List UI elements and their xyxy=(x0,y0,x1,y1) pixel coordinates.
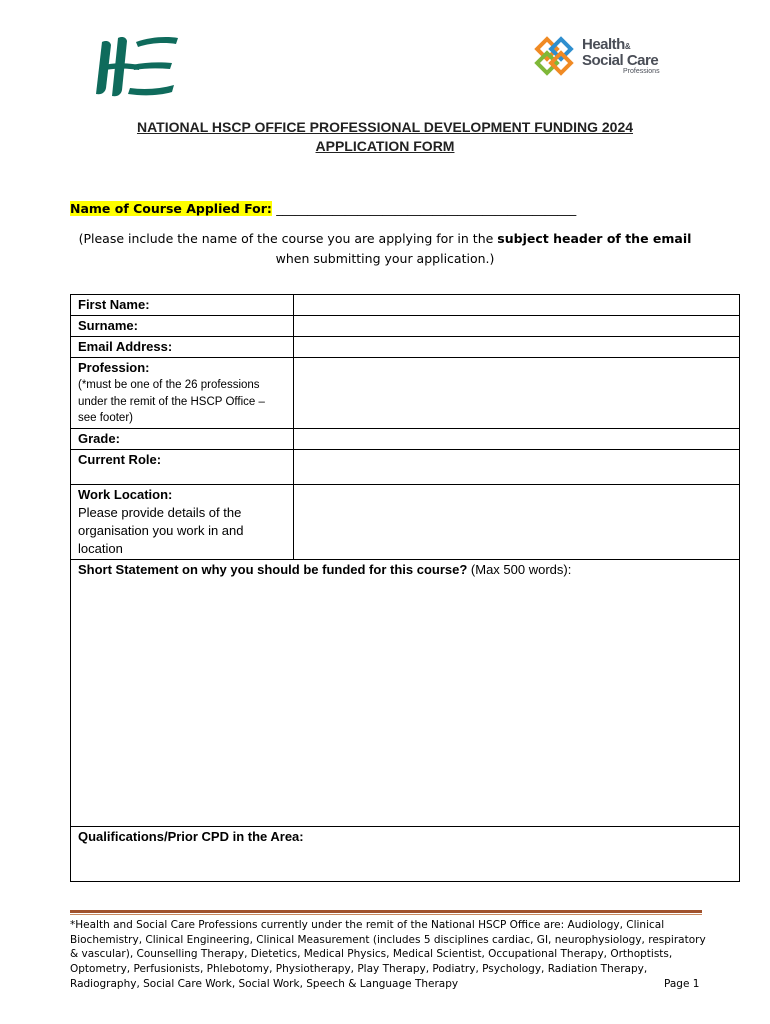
row-first-name xyxy=(71,295,740,316)
page-title: NATIONAL HSCP OFFICE PROFESSIONAL DEVELOPMENT FUNDING 2024 xyxy=(136,119,634,135)
surname-label: Surname: xyxy=(71,316,294,337)
row-profession xyxy=(71,358,740,429)
row-statement xyxy=(71,559,740,826)
surname-input[interactable] xyxy=(294,316,740,337)
footer-divider xyxy=(70,910,702,913)
hscp-logo-line2: Social Care xyxy=(582,52,659,69)
hscp-logo xyxy=(534,34,674,82)
profession-note: (*must be one of the 26 professions under the remit of the HSCP Office – see footer) xyxy=(78,379,265,424)
current-role-input[interactable] xyxy=(294,449,740,484)
statement-label: Short Statement on why you should be funded for this course? xyxy=(78,561,468,577)
work-location-input[interactable] xyxy=(294,484,740,559)
grade-label: Grade: xyxy=(71,428,294,449)
page-subtitle: APPLICATION FORM xyxy=(315,138,455,154)
row-surname xyxy=(71,316,740,337)
profession-label-cell xyxy=(71,358,294,429)
application-form-table xyxy=(70,294,740,882)
hscp-logo-line1: Health& xyxy=(582,36,631,53)
page-number: Page 1 xyxy=(664,978,700,990)
row-current-role xyxy=(71,449,740,484)
work-location-label-cell xyxy=(71,484,294,559)
row-grade xyxy=(71,428,740,449)
row-qualifications xyxy=(71,826,740,881)
work-location-note: Please provide details of the organisation you work in and location xyxy=(78,504,244,556)
hscp-logo-icon xyxy=(534,36,578,80)
statement-word-limit: (Max 500 words): xyxy=(470,561,572,577)
qualifications-field[interactable] xyxy=(71,826,740,881)
course-name-label: Name of Course Applied For: xyxy=(70,201,272,216)
row-work-location xyxy=(71,484,740,559)
current-role-label: Current Role: xyxy=(71,449,294,484)
hse-logo xyxy=(92,32,182,98)
profession-label: Profession: xyxy=(78,360,150,375)
footer-text: *Health and Social Care Professions currently under the remit of the National HSCP Office are: Audiology, Clinical Biochemistry, Clinical Engineering, Clinical Measurement (includes 5 disciplines cardiac, GI, neurophysiology, respiratory & vascular), Counselling Therapy, Dietetics, Medical Physics, Medical Scientist, Occupational Therapy, Orthoptists, Optometry, Perfusionists, Phlebotomy, Physiotherapy, Play Therapy, Podiatry, Psychology, Radiation Therapy, Radiography, Social Care Work, Social Work, Speech & Language Therapy xyxy=(70,919,706,990)
course-note-line2: when submitting your application.) xyxy=(275,251,495,266)
first-name-input[interactable] xyxy=(294,295,740,316)
statement-field[interactable] xyxy=(71,559,740,826)
row-email xyxy=(71,337,740,358)
course-name-field[interactable] xyxy=(70,201,576,216)
email-input[interactable] xyxy=(294,337,740,358)
profession-input[interactable] xyxy=(294,358,740,429)
work-location-label: Work Location: xyxy=(78,486,173,502)
grade-input[interactable] xyxy=(294,428,740,449)
first-name-label: First Name: xyxy=(71,295,294,316)
qualifications-label: Qualifications/Prior CPD in the Area: xyxy=(78,828,304,844)
course-name-blank[interactable]: ________________________________________________ xyxy=(276,201,577,216)
course-note-line1: (Please include the name of the course you are applying for in the subject header of the email xyxy=(78,231,692,246)
email-label: Email Address: xyxy=(71,337,294,358)
hscp-logo-line3: Professions xyxy=(623,68,660,75)
footer-divider-thin xyxy=(70,914,702,915)
